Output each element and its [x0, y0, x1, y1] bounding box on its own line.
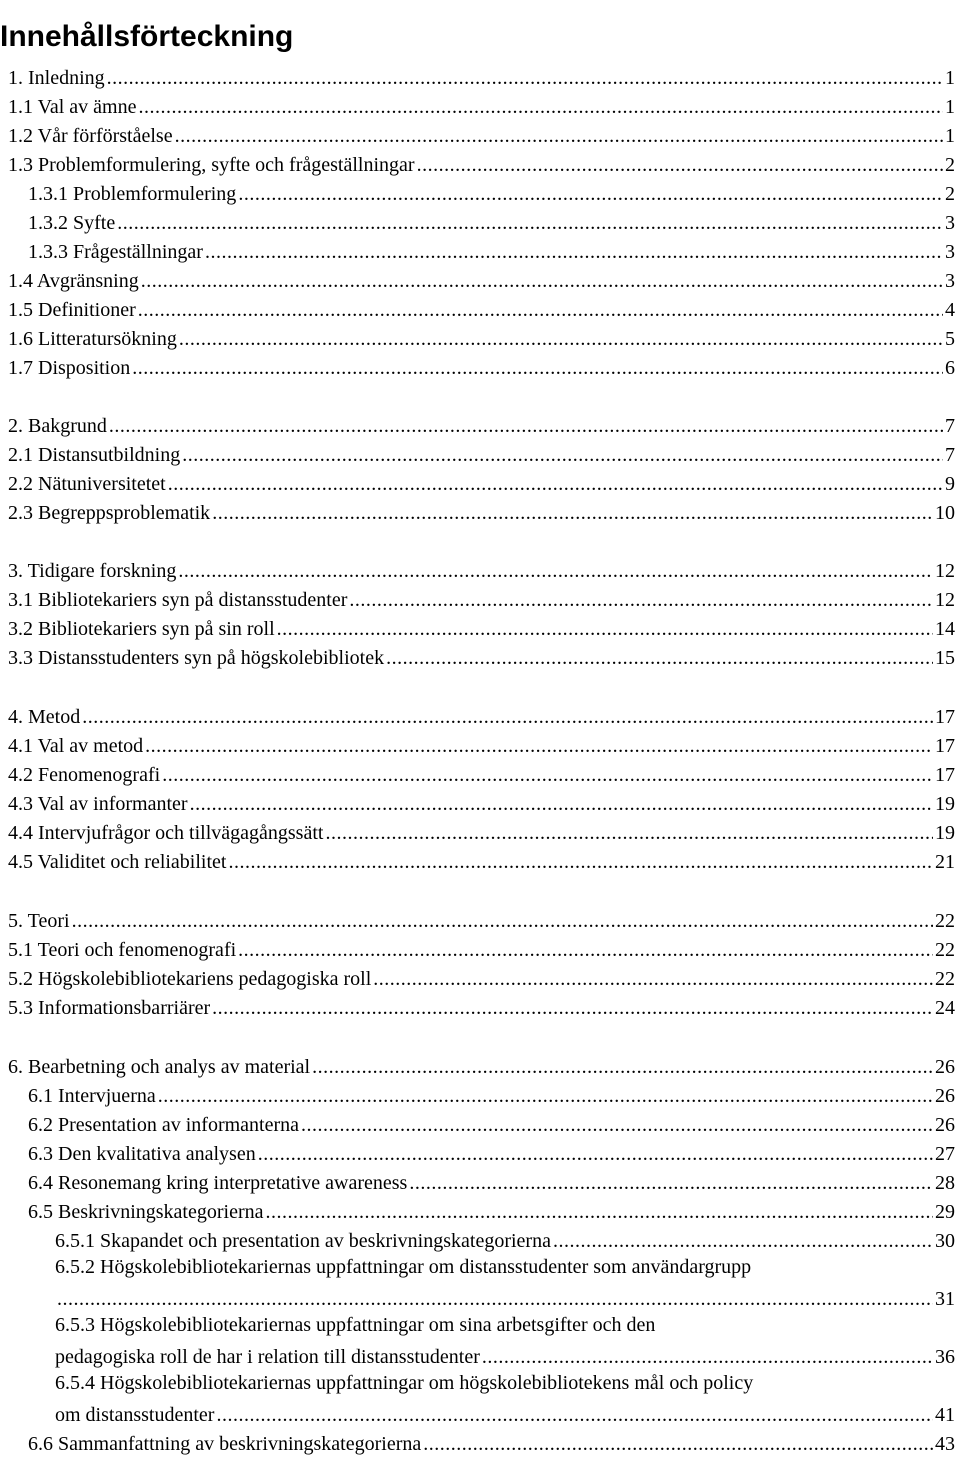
toc-page-number: 6: [945, 357, 955, 379]
dot-leader: [266, 1200, 934, 1224]
toc-entry-title: pedagogiska roll de har i relation till distansstudenter: [55, 1346, 480, 1368]
dot-leader: [82, 705, 933, 729]
dot-leader: [168, 472, 943, 496]
toc-entry[interactable]: [28, 1081, 955, 1108]
toc-entry[interactable]: [55, 1342, 955, 1369]
toc-page-number: 27: [935, 1143, 955, 1165]
dot-leader: [132, 356, 943, 380]
toc-entry[interactable]: [8, 760, 955, 787]
toc-entry-title: 1.3.2 Syfte: [28, 212, 116, 234]
toc-entry-title: 5. Teori: [8, 910, 70, 932]
toc-entry[interactable]: [8, 556, 955, 583]
toc-entry-title: 4. Metod: [8, 706, 81, 728]
toc-entry-title: 5.1 Teori och fenomenografi: [8, 939, 237, 961]
toc-entry-title: 6. Bearbetning och analys av material: [8, 1056, 311, 1078]
toc-page-number: 28: [935, 1172, 955, 1194]
dot-leader: [179, 327, 943, 351]
toc-entry[interactable]: [8, 702, 955, 729]
dot-leader: [109, 414, 943, 438]
dot-leader: [162, 763, 933, 787]
dot-leader: [107, 66, 943, 90]
toc-page-number: 4: [945, 299, 955, 321]
toc-entry[interactable]: [8, 440, 955, 467]
toc-entry-title: 3.2 Bibliotekariers syn på sin roll: [8, 618, 275, 640]
toc-entry[interactable]: [28, 237, 955, 264]
toc-entry[interactable]: [8, 353, 955, 380]
dot-leader: [190, 792, 933, 816]
dot-leader: [417, 153, 943, 177]
toc-page-number: 1: [945, 67, 955, 89]
toc-page-number: 2: [945, 183, 955, 205]
toc-entry-title: 6.5 Beskrivningskategorierna: [28, 1201, 264, 1223]
toc-page-number: 2: [945, 154, 955, 176]
dot-leader: [175, 124, 943, 148]
toc-page-number: 30: [935, 1230, 955, 1252]
toc-entry-title: 1.2 Vår förförståelse: [8, 125, 173, 147]
toc-entry[interactable]: [8, 585, 955, 612]
toc-entry[interactable]: [8, 295, 955, 322]
dot-leader: [158, 1084, 933, 1108]
toc-entry-title: 4.2 Fenomenografi: [8, 764, 161, 786]
toc-page-number: 29: [935, 1201, 955, 1223]
toc-page-number: 17: [935, 764, 955, 786]
toc-entry-title: 1. Inledning: [8, 67, 105, 89]
toc-entry[interactable]: [28, 1139, 955, 1166]
toc-page-number: 9: [945, 473, 955, 495]
dot-leader: [141, 269, 943, 293]
toc-entry-title: 2. Bakgrund: [8, 415, 107, 437]
toc-entry[interactable]: [8, 847, 955, 874]
dot-leader: [145, 734, 933, 758]
toc-entry-title: 1.7 Disposition: [8, 357, 131, 379]
toc-entry[interactable]: [8, 324, 955, 351]
toc-page-number: 12: [935, 560, 955, 582]
toc-page-number: 19: [935, 793, 955, 815]
toc-page-number: 10: [935, 502, 955, 524]
dot-leader: [409, 1171, 933, 1195]
toc-entry-title: 3.1 Bibliotekariers syn på distansstudenter: [8, 589, 348, 611]
toc-entry[interactable]: [8, 789, 955, 816]
toc-entry-title: 1.1 Val av ämne: [8, 96, 137, 118]
toc-entry[interactable]: [28, 208, 955, 235]
dot-leader: [117, 211, 943, 235]
toc-entry[interactable]: [8, 731, 955, 758]
page-title: Innehållsförteckning: [0, 20, 294, 54]
toc-entry-title: 1.4 Avgränsning: [8, 270, 139, 292]
toc-entry-title: 5.3 Informationsbarriärer: [8, 997, 211, 1019]
toc-entry[interactable]: [8, 643, 955, 670]
toc-entry-title: 6.2 Presentation av informanterna: [28, 1114, 300, 1136]
dot-leader: [349, 588, 933, 612]
toc-entry-title: 3.3 Distansstudenters syn på högskolebibliotek: [8, 647, 385, 669]
toc-page-number: 41: [935, 1404, 955, 1426]
dot-leader: [238, 182, 943, 206]
toc-page-number: 22: [935, 910, 955, 932]
toc-entry-title-line: 6.5.4 Högskolebibliotekariernas uppfattningar om högskolebibliotekens mål och policy: [55, 1372, 754, 1394]
dot-leader: [312, 1055, 933, 1079]
toc-entry[interactable]: [8, 1052, 955, 1079]
dot-leader: [138, 298, 943, 322]
toc-page-number: 3: [945, 241, 955, 263]
toc-page-number: 7: [945, 444, 955, 466]
dot-leader: [72, 909, 933, 933]
toc-entry[interactable]: [28, 179, 955, 206]
toc-entry[interactable]: [28, 1429, 955, 1456]
toc-entry-title: 6.5.1 Skapandet och presentation av beskrivningskategorierna: [55, 1230, 551, 1252]
toc-entry-title: 6.3 Den kvalitativa analysen: [28, 1143, 256, 1165]
dot-leader: [277, 617, 933, 641]
toc-entry-title: 4.5 Validitet och reliabilitet: [8, 851, 227, 873]
toc-page-number: 26: [935, 1085, 955, 1107]
toc-page-number: 22: [935, 939, 955, 961]
dot-leader: [258, 1142, 933, 1166]
dot-leader: [139, 95, 944, 119]
dot-leader: [182, 443, 943, 467]
dot-leader: [386, 646, 933, 670]
toc-entry[interactable]: [28, 1168, 955, 1195]
dot-leader: [482, 1345, 933, 1369]
toc-entry-title: 6.6 Sammanfattning av beskrivningskategorierna: [28, 1433, 422, 1455]
toc-entry-title: 1.5 Definitioner: [8, 299, 136, 321]
toc-entry-title: 1.6 Litteratursökning: [8, 328, 177, 350]
toc-page-number: 1: [945, 125, 955, 147]
toc-entry[interactable]: [8, 935, 955, 962]
toc-page-number: 24: [935, 997, 955, 1019]
toc-entry[interactable]: [8, 150, 955, 177]
toc-entry[interactable]: [8, 469, 955, 496]
dot-leader: [178, 559, 933, 583]
toc-page-number: 5: [945, 328, 955, 350]
toc-page-number: 43: [935, 1433, 955, 1455]
toc-page-number: 17: [935, 735, 955, 757]
toc-entry-title: om distansstudenter: [55, 1404, 215, 1426]
toc-entry[interactable]: [55, 1400, 955, 1427]
toc-entry[interactable]: [8, 614, 955, 641]
toc-entry[interactable]: [8, 92, 955, 119]
toc-page-number: 36: [935, 1346, 955, 1368]
toc-entry-title: 1.3.3 Frågeställningar: [28, 241, 203, 263]
toc-entry-title: 1.3.1 Problemformulering: [28, 183, 237, 205]
toc-entry[interactable]: [8, 906, 955, 933]
dot-leader: [212, 501, 933, 525]
toc-entry-title-line: 6.5.2 Högskolebibliotekariernas uppfattningar om distansstudenter som användargrupp: [55, 1256, 752, 1278]
toc-page-number: 17: [935, 706, 955, 728]
toc-page-number: 31: [935, 1288, 955, 1310]
toc-page-number: 19: [935, 822, 955, 844]
toc-entry-title: 6.4 Resonemang kring interpretative awareness: [28, 1172, 408, 1194]
toc-entry[interactable]: [8, 498, 955, 525]
dot-leader: [216, 1403, 933, 1427]
toc-page-number: 7: [945, 415, 955, 437]
toc-page-number: 3: [945, 212, 955, 234]
dot-leader: [57, 1287, 933, 1311]
dot-leader: [301, 1113, 933, 1137]
toc-page-number: 14: [935, 618, 955, 640]
toc-entry[interactable]: [8, 818, 955, 845]
toc-entry[interactable]: [28, 1110, 955, 1137]
toc-entry[interactable]: [28, 1197, 955, 1224]
toc-page-number: 22: [935, 968, 955, 990]
toc-page-number: 15: [935, 647, 955, 669]
toc-entry[interactable]: [55, 1284, 955, 1311]
toc-page-number: 1: [945, 96, 955, 118]
toc-page-number: 26: [935, 1114, 955, 1136]
toc-entry[interactable]: [8, 411, 955, 438]
toc-entry-title: 6.1 Intervjuerna: [28, 1085, 156, 1107]
toc-entry-title: 1.3 Problemformulering, syfte och frågeställningar: [8, 154, 415, 176]
dot-leader: [373, 967, 933, 991]
dot-leader: [212, 996, 933, 1020]
toc-entry-title: 2.1 Distansutbildning: [8, 444, 181, 466]
toc-entry[interactable]: [8, 964, 955, 991]
toc-entry[interactable]: [8, 63, 955, 90]
toc-page-number: 21: [935, 851, 955, 873]
toc-entry-title: 5.2 Högskolebibliotekariens pedagogiska roll: [8, 968, 372, 990]
toc-page-number: 26: [935, 1056, 955, 1078]
toc-entry-title: 4.1 Val av metod: [8, 735, 144, 757]
toc-entry-title: 3. Tidigare forskning: [8, 560, 177, 582]
toc-entry-title: 4.3 Val av informanter: [8, 793, 188, 815]
toc-page-number: 3: [945, 270, 955, 292]
dot-leader: [423, 1432, 933, 1456]
toc-entry-title: 2.2 Nätuniversitetet: [8, 473, 166, 495]
toc-entry[interactable]: [55, 1226, 955, 1253]
dot-leader: [205, 240, 943, 264]
toc-page-number: 12: [935, 589, 955, 611]
toc-entry-title-line: 6.5.3 Högskolebibliotekariernas uppfattningar om sina arbetsgifter och den: [55, 1314, 656, 1336]
dot-leader: [553, 1229, 933, 1253]
toc-entry[interactable]: [8, 993, 955, 1020]
toc-entry-title: 4.4 Intervjufrågor och tillvägagångssätt: [8, 822, 324, 844]
toc-entry-title: 2.3 Begreppsproblematik: [8, 502, 211, 524]
dot-leader: [238, 938, 933, 962]
dot-leader: [325, 821, 933, 845]
dot-leader: [228, 850, 933, 874]
toc-entry[interactable]: [8, 121, 955, 148]
toc-entry[interactable]: [8, 266, 955, 293]
